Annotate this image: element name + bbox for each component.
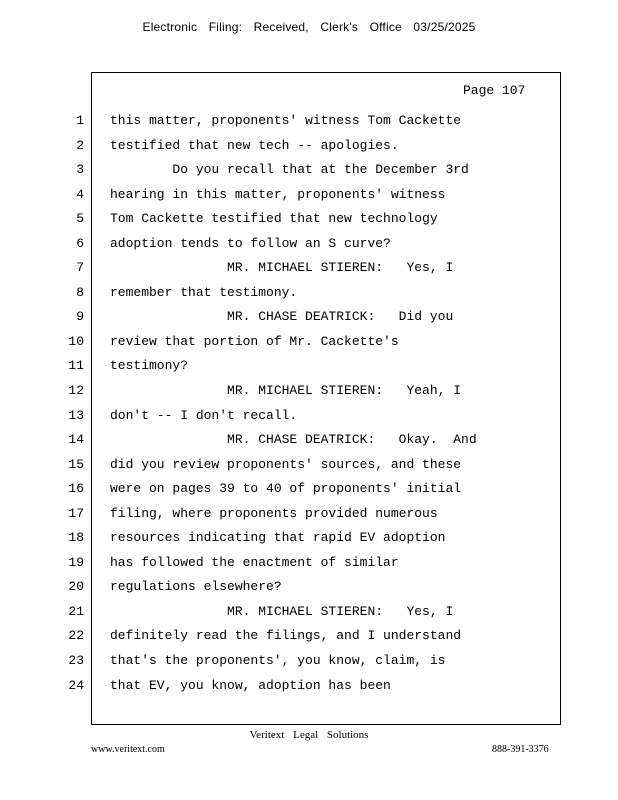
transcript-line: Tom Cackette testified that new technology bbox=[110, 211, 438, 227]
transcript-line: remember that testimony. bbox=[110, 284, 298, 300]
line-number: 9 bbox=[76, 309, 84, 325]
transcript-line: MR. CHASE DEATRICK: Okay. And bbox=[110, 432, 477, 448]
line-number: 11 bbox=[68, 358, 84, 374]
line-number: 12 bbox=[68, 383, 84, 399]
transcript-line: hearing in this matter, proponents' witness bbox=[110, 186, 446, 202]
footer-phone: 888-391-3376 bbox=[492, 744, 549, 755]
line-number: 7 bbox=[76, 260, 84, 276]
line-number: 19 bbox=[68, 554, 84, 570]
page-number: Page 107 bbox=[463, 83, 526, 98]
transcript-line: MR. MICHAEL STIEREN: Yes, I bbox=[110, 260, 454, 276]
line-numbers-column bbox=[56, 113, 84, 702]
transcript-line: definitely read the filings, and I understand bbox=[110, 628, 462, 644]
transcript-line: that EV, you know, adoption has been bbox=[110, 677, 391, 693]
transcript-line: review that portion of Mr. Cackette's bbox=[110, 333, 399, 349]
transcript-line: filing, where proponents provided numerous bbox=[110, 505, 438, 521]
line-number: 17 bbox=[68, 505, 84, 521]
line-number: 3 bbox=[76, 162, 84, 178]
transcript-body bbox=[110, 113, 550, 702]
line-number: 20 bbox=[68, 579, 84, 595]
line-number: 8 bbox=[76, 284, 84, 300]
line-number: 6 bbox=[76, 235, 84, 251]
line-number: 15 bbox=[68, 456, 84, 472]
transcript-line: testimony? bbox=[110, 358, 189, 374]
transcript-line: resources indicating that rapid EV adoption bbox=[110, 530, 446, 546]
line-number: 18 bbox=[68, 530, 84, 546]
transcript-line: Do you recall that at the December 3rd bbox=[110, 162, 469, 178]
line-number: 13 bbox=[68, 407, 84, 423]
transcript-line: has followed the enactment of similar bbox=[110, 554, 399, 570]
footer-website: www.veritext.com bbox=[91, 744, 165, 755]
transcript-line: MR. MICHAEL STIEREN: Yes, I bbox=[110, 603, 454, 619]
line-number: 23 bbox=[68, 653, 84, 669]
line-number: 22 bbox=[68, 628, 84, 644]
transcript-line: MR. MICHAEL STIEREN: Yeah, I bbox=[110, 383, 462, 399]
footer-company: Veritext Legal Solutions bbox=[249, 729, 369, 741]
transcript-line: that's the proponents', you know, claim, is bbox=[110, 653, 446, 669]
line-number: 5 bbox=[76, 211, 84, 227]
transcript-line: MR. CHASE DEATRICK: Did you bbox=[110, 309, 454, 325]
line-number: 1 bbox=[76, 113, 84, 128]
transcript-line: did you review proponents' sources, and these bbox=[110, 456, 462, 472]
line-number: 21 bbox=[68, 603, 84, 619]
line-number: 10 bbox=[68, 333, 84, 349]
transcript-line: testified that new tech -- apologies. bbox=[110, 137, 399, 153]
line-number: 14 bbox=[68, 432, 84, 448]
line-number: 16 bbox=[68, 481, 84, 497]
line-number: 24 bbox=[68, 677, 84, 693]
transcript-line: regulations elsewhere? bbox=[110, 579, 282, 595]
line-number: 4 bbox=[76, 186, 84, 202]
electronic-filing-stamp: Electronic Filing: Received, Clerk's Office 03/25/2025 bbox=[142, 20, 476, 34]
transcript-line: adoption tends to follow an S curve? bbox=[110, 235, 391, 251]
transcript-line: this matter, proponents' witness Tom Cackette bbox=[110, 113, 462, 128]
line-number: 2 bbox=[76, 137, 84, 153]
transcript-line: were on pages 39 to 40 of proponents' initial bbox=[110, 481, 462, 497]
transcript-line: don't -- I don't recall. bbox=[110, 407, 298, 423]
